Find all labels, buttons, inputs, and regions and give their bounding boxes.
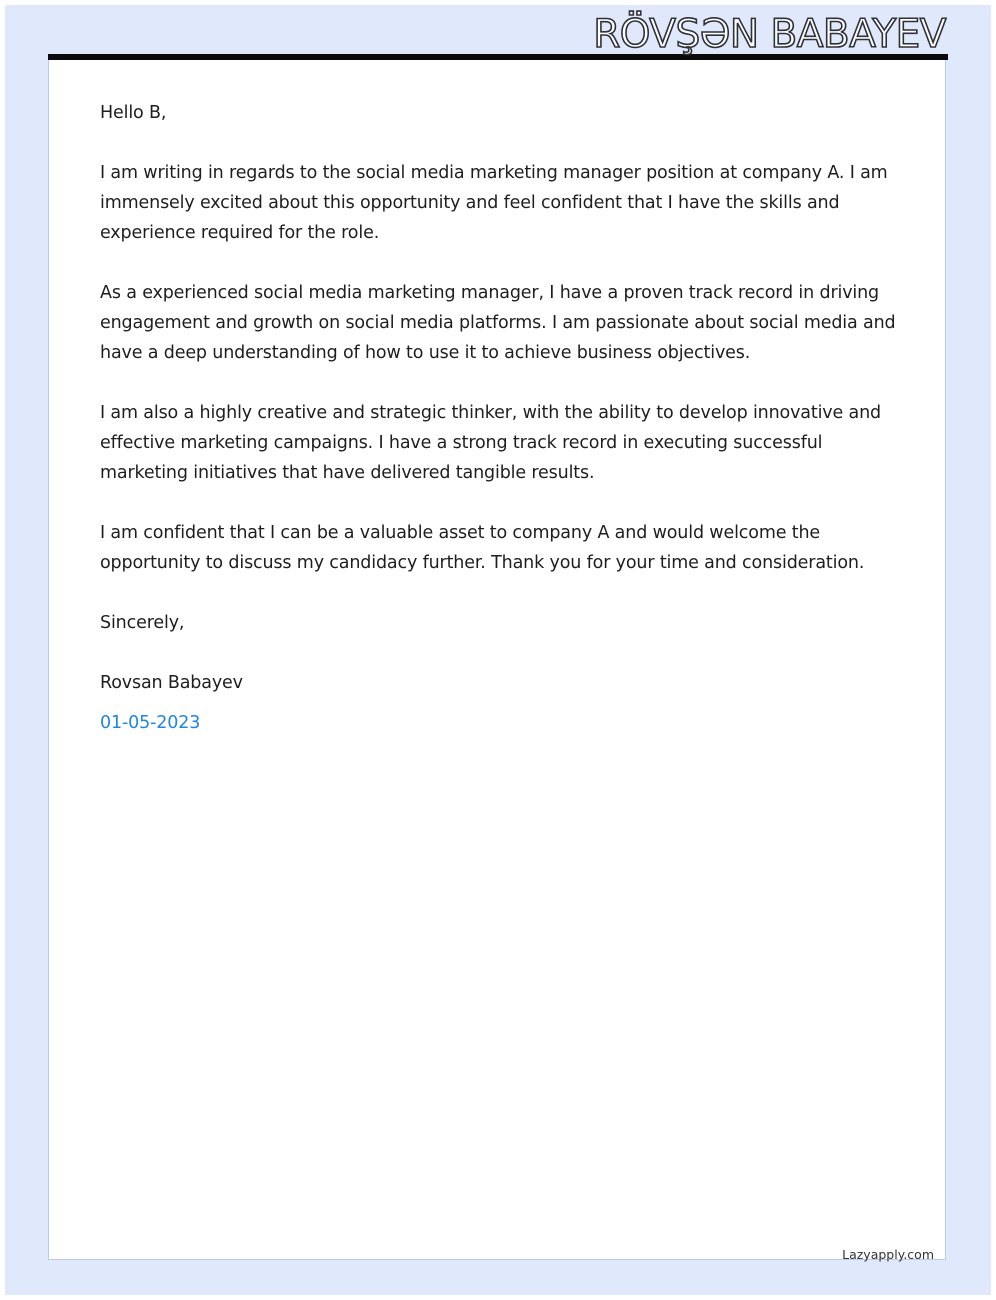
letter-greeting: Hello B, [100, 103, 167, 123]
letter-date: 01-05-2023 [100, 713, 201, 733]
footer-brand: Lazyapply.com [842, 1247, 934, 1262]
letter-paragraph-2: As a experienced social media marketing manager, I have a proven track record in driving engagement and growth on social media platforms. I am passionate about social media and have a deep understanding of how to use it to achieve business objectives. [100, 283, 896, 363]
applicant-name-heading: RÖVŞƏN BABAYEV [593, 12, 946, 57]
letter-paragraph-4: I am confident that I can be a valuable asset to company A and would welcome the opportunity to discuss my candidacy further. Thank you for your time and consideration. [100, 523, 865, 573]
letter-paragraph-1: I am writing in regards to the social media marketing manager position at company A. I am immensely excited about this opportunity and feel confident that I have the skills and experience required for the role. [100, 163, 888, 243]
letter-signature: Rovsan Babayev [100, 673, 243, 693]
letter-body [100, 98, 900, 738]
letter-closing: Sincerely, [100, 613, 185, 633]
letter-paragraph-3: I am also a highly creative and strategic thinker, with the ability to develop innovative and effective marketing campaigns. I have a strong track record in executing successful marketing initiatives that have delivered tangible results. [100, 403, 882, 483]
